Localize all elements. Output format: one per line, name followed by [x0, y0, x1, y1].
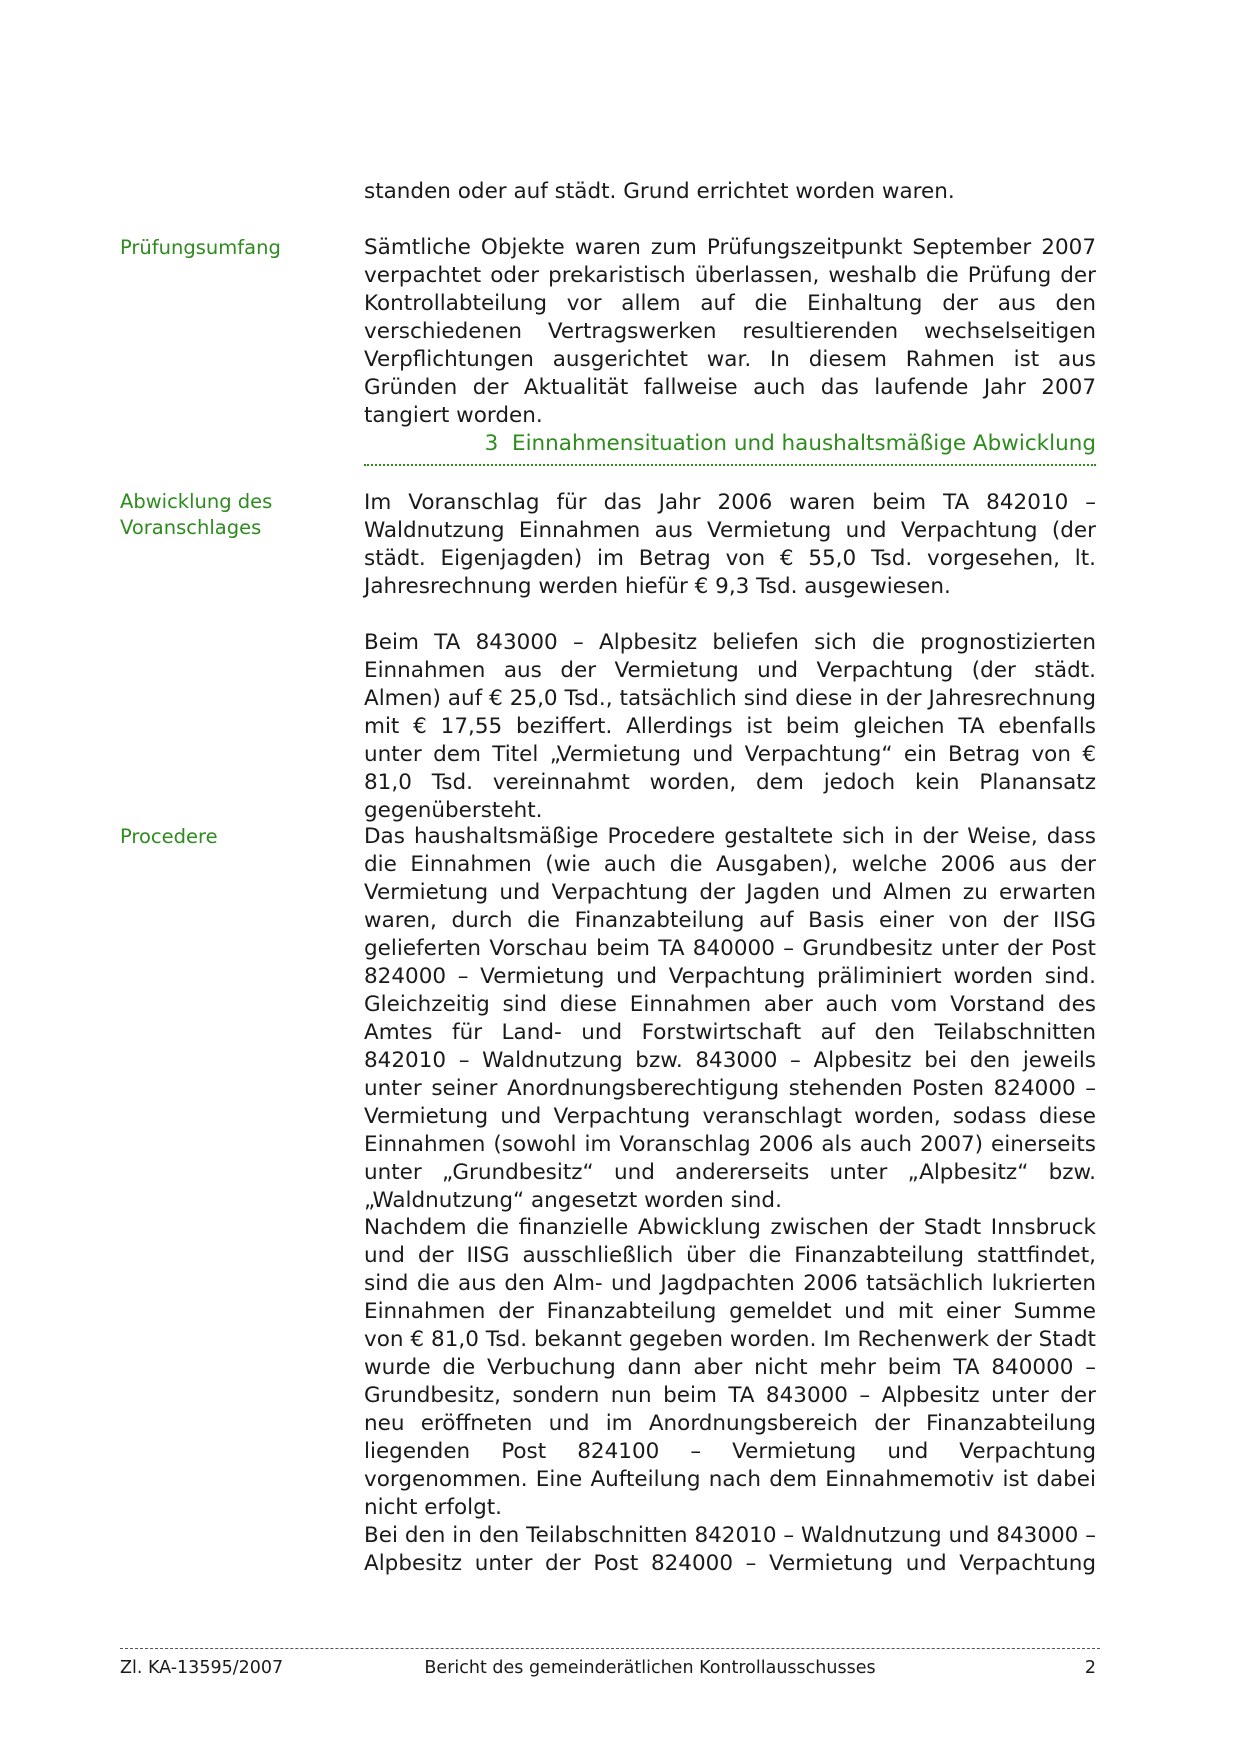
section-number: 3 — [484, 431, 499, 456]
footer-divider — [120, 1648, 1100, 1649]
side-label-abwicklung-line2: Voranschlages — [120, 516, 262, 539]
footer-reference: Zl. KA-13595/2007 — [120, 1658, 284, 1678]
procedere-paragraph-1: Das haushaltsmäßige Procedere gestaltete sich in der Weise, dass die Einnahmen (wie auch die Ausgaben), welche 2006 aus der Vermietung und Verpachtung der Jagden und Almen zu erwarten waren, durch die Finanzabteilung auf Basis einer von der IISG gelieferten Vorschau beim TA 840000 – Grundbesitz unter der Post 824000 – Vermietung und Verpachtung präliminiert worden sind. Gleichzeitig sind diese Einnahmen aber auch vom Vorstand des Amtes für Land- und Forstwirtschaft auf den Teilabschnitten 842010 – Waldnutzung bzw. 843000 – Alpbesitz bei den jeweils unter seiner Anordnungsberechtigung stehenden Posten 824000 – Vermietung und Verpachtung veranschlagt worden, sodass diese Einnahmen (sowohl im Voranschlag 2006 als auch 2007) einerseits unter „Grundbesitz“ und andererseits unter „Alpbesitz“ bzw. „Waldnutzung“ angesetzt worden sind. — [364, 824, 1096, 1213]
side-label-procedere: Procedere — [120, 825, 218, 848]
pruefungsumfang-paragraph: Sämtliche Objekte waren zum Prüfungszeitpunkt September 2007 verpachtet oder prekaristisch überlassen, weshalb die Prüfung der Kontrollabteilung vor allem auf die Einhaltung der aus den verschiedenen Vertragswerken resultierenden wechselseitigen Verpflichtungen ausgerichtet war. In diesem Rahmen ist aus Gründen der Aktualität fallweise auch das laufende Jahr 2007 tangiert worden. — [364, 235, 1096, 428]
abwicklung-paragraph-1: Im Voranschlag für das Jahr 2006 waren beim TA 842010 – Waldnutzung Einnahmen aus Vermietung und Verpachtung (der städt. Eigenjagden) im Betrag von € 55,0 Tsd. vorgesehen, lt. Jahresrechnung werden hiefür € 9,3 Tsd. ausgewiesen. — [364, 490, 1096, 599]
procedere-paragraph-3: Bei den in den Teilabschnitten 842010 – Waldnutzung und 843000 – Alpbesitz unter der Post 824000 – Vermietung und Verpachtung — [364, 1523, 1096, 1576]
footer-page-number: 2 — [1084, 1658, 1096, 1678]
intro-text: standen oder auf städt. Grund errichtet worden waren. — [364, 179, 955, 204]
side-label-pruefungsumfang: Prüfungsumfang — [120, 236, 281, 259]
footer-title: Bericht des gemeinderätlichen Kontrollausschusses — [424, 1658, 876, 1678]
side-label-abwicklung — [120, 489, 340, 541]
section-title: Einnahmensituation und haushaltsmäßige Abwicklung — [511, 431, 1096, 456]
side-label-abwicklung-line1: Abwicklung des — [120, 490, 273, 513]
abwicklung-paragraph-2: Beim TA 843000 – Alpbesitz beliefen sich die prognostizierten Einnahmen aus der Vermietung und Verpachtung (der städt. Almen) auf € 25,0 Tsd., tatsächlich sind diese in der Jahresrechnung mit € 17,55 beziffert. Allerdings ist beim gleichen TA ebenfalls unter dem Titel „Vermietung und Verpachtung“ ein Betrag von € 81,0 Tsd. vereinnahmt worden, dem jedoch kein Planansatz gegenübersteht. — [364, 630, 1096, 823]
procedere-paragraph-2: Nachdem die finanzielle Abwicklung zwischen der Stadt Innsbruck und der IISG ausschließlich über die Finanzabteilung stattfindet, sind die aus den Alm- und Jagdpachten 2006 tatsächlich lukrierten Einnahmen der Finanzabteilung gemeldet und mit einer Summe von € 81,0 Tsd. bekannt gegeben worden. Im Rechenwerk der Stadt wurde die Verbuchung dann aber nicht mehr beim TA 840000 – Grundbesitz, sondern nun beim TA 843000 – Alpbesitz unter der neu eröffneten und im Anordnungsbereich der Finanzabteilung liegenden Post 824100 – Vermietung und Verpachtung vorgenommen. Eine Aufteilung nach dem Einnahmemotiv ist dabei nicht erfolgt. — [364, 1215, 1096, 1520]
section-heading — [364, 430, 1096, 466]
